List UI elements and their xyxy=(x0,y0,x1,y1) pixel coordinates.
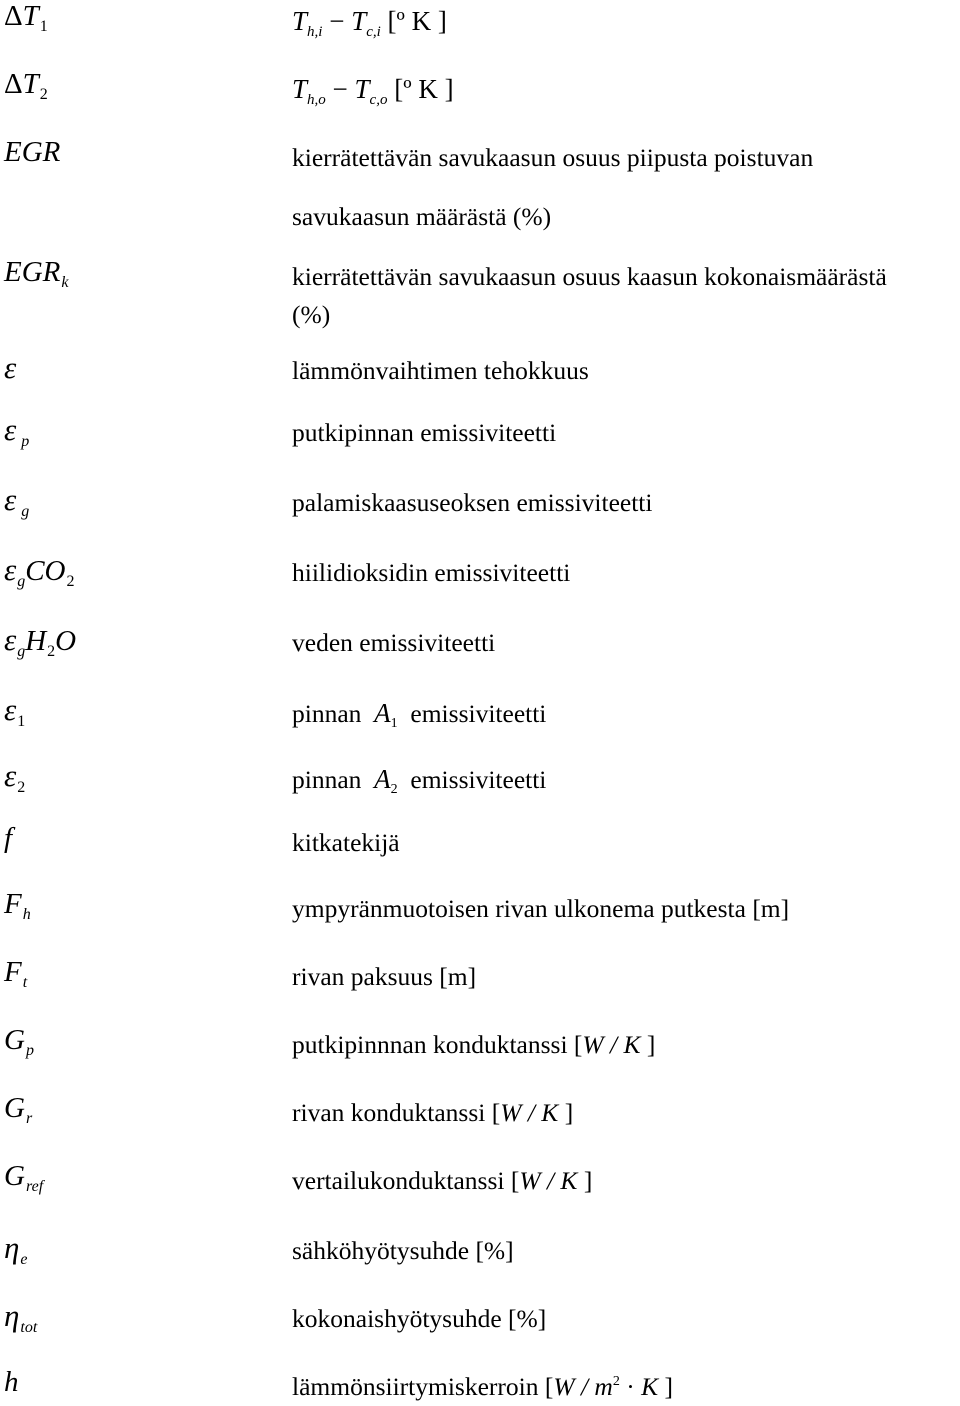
symbol: $\varepsilon_gH_2O$ xyxy=(4,622,77,660)
description: $T_{h,o} - T_{c,o}$ [º K ] xyxy=(292,74,454,108)
description: kierrätettävän savukaasun osuus piipusta poistuvan savukaasun määrästä (%) xyxy=(292,143,814,231)
symbol-row xyxy=(0,352,960,408)
description: $T_{h,i} - T_{c,i}$ [º K ] xyxy=(292,6,447,40)
symbol: $\Delta T_2$ xyxy=(4,68,48,103)
symbol: $EGR_k$ xyxy=(4,256,69,291)
symbol: ε $_g$ xyxy=(4,482,30,520)
symbol: $\varepsilon_gCO_2$ xyxy=(4,552,75,590)
description: vertailukonduktanssi [W / K ] xyxy=(292,1166,593,1195)
description: putkipinnan emissiviteetti xyxy=(292,418,557,447)
symbol-row xyxy=(0,1368,960,1399)
symbol: $F_h$ xyxy=(4,888,31,923)
description: sähköhyötysuhde [%] xyxy=(292,1236,514,1265)
symbol: f xyxy=(4,822,13,854)
symbol-row xyxy=(0,694,960,750)
symbol-row xyxy=(0,2,960,58)
symbol: $\Delta T_1$ xyxy=(4,0,48,35)
symbol: $G_{ref}$ xyxy=(4,1160,44,1195)
symbol-row xyxy=(0,1232,960,1288)
symbol: $F_t$ xyxy=(4,956,28,991)
description: kokonaishyötysuhde [%] xyxy=(292,1304,547,1333)
symbol-row xyxy=(0,138,960,238)
symbol-row xyxy=(0,890,960,946)
description: kierrätettävän savukaasun osuus kaasun kokonaismäärästä (%) xyxy=(292,262,887,329)
symbol-row xyxy=(0,70,960,126)
symbol-row xyxy=(0,1026,960,1082)
symbol-row xyxy=(0,1300,960,1356)
description: pinnan $A_1$ emissiviteetti xyxy=(292,698,547,731)
description: rivan paksuus [m] xyxy=(292,962,477,991)
symbol-row xyxy=(0,624,960,680)
description: palamiskaasuseoksen emissiviteetti xyxy=(292,488,653,517)
symbol-row xyxy=(0,258,960,338)
symbol: ε $_p$ xyxy=(4,412,30,450)
symbol-row xyxy=(0,554,960,610)
description: veden emissiviteetti xyxy=(292,628,496,657)
symbol: h xyxy=(4,1366,19,1398)
symbol-row xyxy=(0,958,960,1014)
description: hiilidioksidin emissiviteetti xyxy=(292,558,571,587)
symbol-row xyxy=(0,1162,960,1218)
symbol: $G_p$ xyxy=(4,1024,34,1059)
description: pinnan $A_2$ emissiviteetti xyxy=(292,764,547,797)
description: ympyränmuotoisen rivan ulkonema putkesta [m] xyxy=(292,894,790,923)
description: rivan konduktanssi [W / K ] xyxy=(292,1098,574,1127)
symbol: $\varepsilon_2$ xyxy=(4,758,26,796)
symbol: ε xyxy=(4,350,17,385)
symbol-row xyxy=(0,414,960,470)
symbol: $\eta_e$ xyxy=(4,1230,28,1268)
symbol-row xyxy=(0,484,960,540)
description: lämmönvaihtimen tehokkuus xyxy=(292,356,589,385)
symbol: $G_r$ xyxy=(4,1092,33,1127)
description: lämmönsiirtymiskerroin [$W / m^2 \cdot K$ ] xyxy=(292,1372,673,1401)
symbol: $\eta_{tot}$ xyxy=(4,1298,38,1336)
description: putkipinnnan konduktanssi [W / K ] xyxy=(292,1030,656,1059)
symbol: EGR xyxy=(4,136,61,168)
symbol-row xyxy=(0,1094,960,1150)
symbol: $\varepsilon_1$ xyxy=(4,692,26,730)
symbol-row xyxy=(0,760,960,816)
description: kitkatekijä xyxy=(292,828,400,857)
symbol-row xyxy=(0,824,960,880)
